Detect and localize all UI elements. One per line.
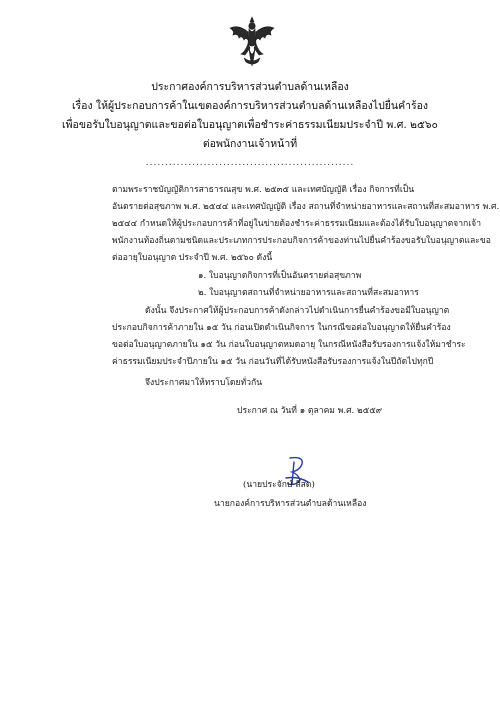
- announcement-subject: เรื่อง ให้ผู้ประกอบการค้าในเขตองค์การบริหารส่วนตำบลด้านเหลืองไปยื่นคำร้อง: [71, 100, 429, 112]
- paragraph-1-line-5: ต่ออายุใบอนุญาต ประจำปี พ.ศ. ๒๕๖๐ ดังนี้: [112, 253, 273, 263]
- paragraph-1-line-2: อันตรายต่อสุขภาพ พ.ศ. ๒๕๔๔ และเทศบัญญัติ เรื่อง สถานที่จำหน่ายอาหารและสถานที่สะสมอาหาร พ.ศ.: [112, 202, 500, 212]
- paragraph-2-line-3: ขอต่อใบอนุญาตภายใน ๑๕ วัน ก่อนใบอนุญาตหมดอายุ ในกรณีหนังสือรับรองการแจ้งให้มาชำระ: [112, 340, 466, 350]
- announcement-title: ประกาศองค์การบริหารส่วนตำบลด้านเหลือง: [151, 81, 349, 93]
- list-item: ๒. ใบอนุญาตสถานที่จำหน่ายอาหารและสถานที่สะสมอาหาร: [198, 288, 419, 298]
- signatory-name: (นายประจักษ์ สีสด): [243, 480, 315, 490]
- garuda-emblem-icon: [227, 14, 277, 72]
- paragraph-1-line-4: พนักงานท้องถิ่นตามชนิดและประเภทการประกอบกิจการค้าของท่านไปยื่นคำร้องขอรับใบอนุญาตและขอ: [112, 236, 491, 246]
- list-item: ๑. ใบอนุญาตกิจการที่เป็นอันตรายต่อสุขภาพ: [198, 271, 362, 281]
- dotted-divider: ......................................................: [145, 158, 355, 168]
- paragraph-2-line-4: ค่าธรรมเนียมประจำปีภายใน ๑๕ วัน ก่อนวันที่ได้รับหนังสือรับรองการแจ้งในปีถัดไปทุกปี: [112, 357, 434, 367]
- announcement-date: ประกาศ ณ วันที่ ๑ ตุลาคม พ.ศ. ๒๕๕๙: [237, 406, 382, 416]
- announcement-subject-line-3: ต่อพนักงานเจ้าหน้าที่: [202, 138, 298, 150]
- paragraph-1-line-1: ตามพระราชบัญญัติการสาธารณสุข พ.ศ. ๒๕๓๕ และเทศบัญญัติ เรื่อง กิจการที่เป็น: [112, 185, 415, 195]
- paragraph-2-line-1: ดังนั้น จึงประกาศให้ผู้ประกอบการค้าดังกล่าวไปดำเนินการยื่นคำร้องขอมีใบอนุญาต: [145, 306, 450, 316]
- paragraph-1-line-3: ๒๕๔๔ กำหนดให้ผู้ประกอบการค้าที่อยู่ในข่ายต้องชำระค่าธรรมเนียมและต้องได้รับใบอนุญาตจากเจ้า: [112, 219, 482, 229]
- closing-statement: จึงประกาศมาให้ทราบโดยทั่วกัน: [145, 378, 263, 388]
- signatory-title: นายกองค์การบริหารส่วนตำบลด้านเหลือง: [214, 499, 367, 509]
- paragraph-2-line-2: ประกอบกิจการค้าภายใน ๑๕ วัน ก่อนเปิดดำเนินกิจการ ในกรณีขอต่อใบอนุญาตให้ยื่นคำร้อง: [112, 323, 451, 333]
- announcement-subject-line-2: เพื่อขอรับใบอนุญาตและขอต่อใบอนุญาตเพื่อชำระค่าธรรมเนียมประจำปี พ.ศ. ๒๕๖๐: [62, 119, 438, 131]
